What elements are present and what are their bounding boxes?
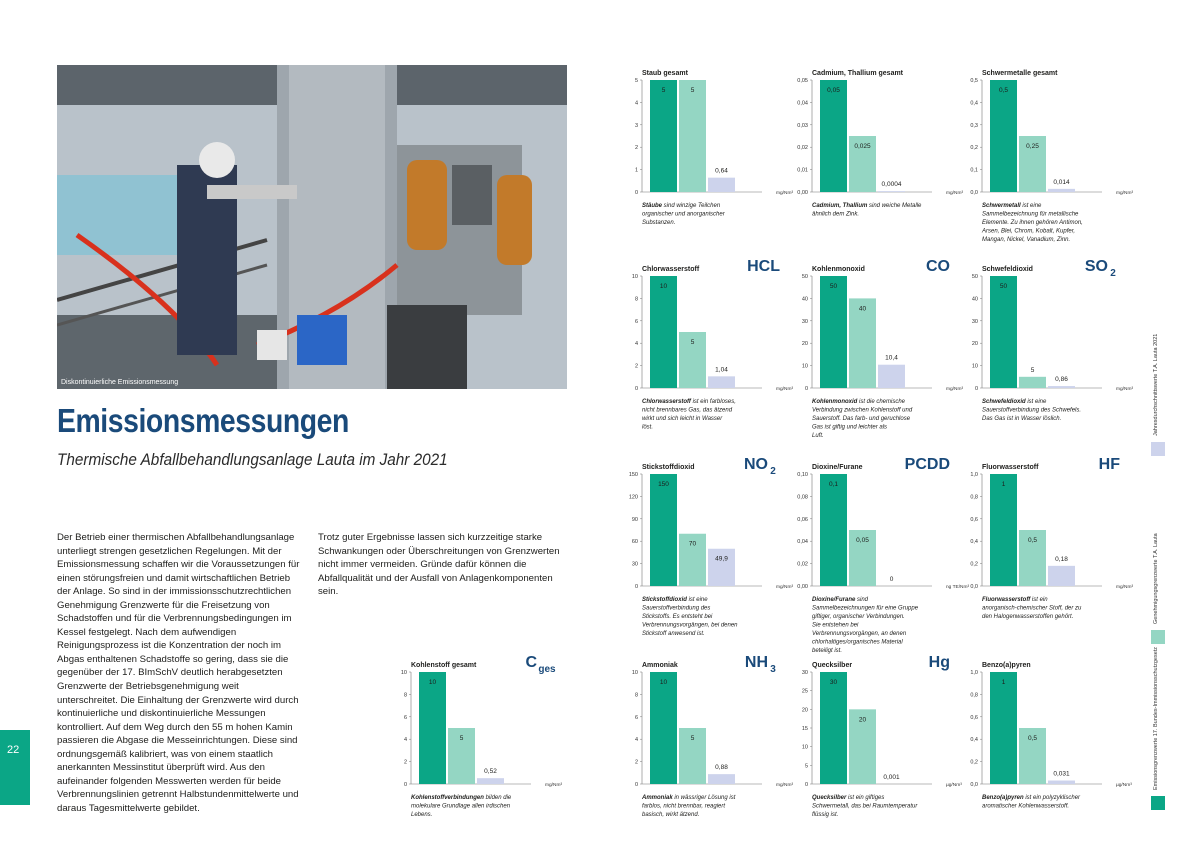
page-subtitle: Thermische Abfallbehandlungsanlage Lauta im Jahr 2021 xyxy=(57,450,448,470)
chart-description: aromatischer Kohlenwasserstoff. xyxy=(982,804,1069,810)
chart-formula: NO xyxy=(744,456,768,473)
data-label: 10 xyxy=(660,283,668,290)
legend-swatch xyxy=(1151,442,1165,456)
chart-description: Stickstoff anwesend ist. xyxy=(642,631,705,637)
unit-label: mg/Nm³ xyxy=(1116,584,1133,590)
y-tick-label: 30 xyxy=(972,319,978,325)
y-tick-label: 10 xyxy=(972,364,978,370)
bar xyxy=(820,672,847,784)
chart-description: farblos, nicht brennbar, reagiert xyxy=(642,804,725,810)
bar xyxy=(878,191,905,192)
chart-description: Arsen, Blei, Chrom, Kobalt, Kupfer, xyxy=(981,229,1075,235)
y-tick-label: 1 xyxy=(635,168,638,174)
chart-svg xyxy=(802,66,972,251)
chart-description-text: bilden die xyxy=(486,795,512,801)
chart-svg xyxy=(802,460,972,645)
chart-description-text: ist eine xyxy=(1022,203,1042,209)
y-tick-label: 0 xyxy=(635,190,638,196)
chart-formula-subscript: 3 xyxy=(770,664,776,675)
chart-formula: CO xyxy=(926,258,950,275)
y-tick-label: 0 xyxy=(635,584,638,590)
data-label: 0,001 xyxy=(883,774,900,781)
y-tick-label: 20 xyxy=(802,707,808,713)
chart-formula: C xyxy=(525,654,537,671)
data-label: 0,05 xyxy=(856,537,869,544)
chart-title: Staub gesamt xyxy=(642,70,689,77)
body-text-column-1: Der Betrieb einer thermischen Abfallbehandlungsanlage unterliegt strengen gesetzlichen Regelungen. Mit der Emissionsmessung schaffen wir die Voraussetzungen für einen störungsfreien und damit wirtschaftlichen Betrieb der Anlage. So sind in der immissionsschutzrechtlichen Genehmigung Grenzwerte für die Freisetzung von Schadstoffen und für die Verbrennungsbedingungen im Kessel festgelegt. Nach dem aufwendigen Reinigungsprozess ist die Konzentration der noch im Abgas enthaltenen Schadstoffe so gering, dass sie die gegenüber der 17. BImSchV deutlich herabgesetzten Grenzwerte der Betriebsgenehmigung weit unterschreitet. Die Einhaltung der Grenzwerte wird durch kontinuierliche und diskontinuierliche Messungen kontrolliert. Auf dem Weg durch den 55 m hohen Kamin passieren die Abgase die Messeinrichtungen. Diese sind ordnungsgemäß kalibriert, was von einem staatlich anerkannten Messinstitut überprüft wird. Aus den aufeinander folgenden Messwerten werden für beide Verbrennungslinien getrennt Halbstundenmittelwerte und daraus Tagesmittelwerte gebildet. xyxy=(57,531,301,815)
y-tick-label: 4 xyxy=(404,737,407,743)
unit-label: ng TE/Nm³ xyxy=(946,584,970,590)
chart-description: Gas ist giftig und leichter als xyxy=(812,425,887,431)
legend-label: Jahresdurchschnittswerte T.A. Lauta 2021 xyxy=(1153,334,1159,436)
y-tick-label: 90 xyxy=(632,517,638,523)
y-tick-label: 0,0 xyxy=(970,584,978,590)
y-tick-label: 4 xyxy=(635,737,638,743)
chart-svg xyxy=(632,460,802,645)
y-tick-label: 0,01 xyxy=(797,168,808,174)
chart-description xyxy=(642,597,708,603)
y-tick-label: 40 xyxy=(802,296,808,302)
data-label: 1 xyxy=(1002,679,1006,686)
chart-description xyxy=(642,399,736,405)
data-label: 0,5 xyxy=(1028,735,1037,742)
data-label: 5 xyxy=(460,735,464,742)
y-tick-label: 25 xyxy=(802,689,808,695)
chart-description-text: ist ein polyzyklischer xyxy=(1025,795,1081,801)
y-tick-label: 6 xyxy=(635,715,638,721)
chart-svg xyxy=(802,658,972,843)
chart-description: Schwermetall, das bei Raumtemperatur xyxy=(812,804,918,810)
chart-description: molekulare Grundlage allen irdischen xyxy=(411,804,511,810)
y-tick-label: 0,0 xyxy=(970,782,978,788)
unit-label: mg/Nm³ xyxy=(776,386,793,392)
unit-label: mg/Nm³ xyxy=(776,190,793,196)
unit-label: mg/Nm³ xyxy=(1116,386,1133,392)
chart-description: Luft. xyxy=(812,433,824,439)
bar xyxy=(820,80,847,192)
y-tick-label: 0,4 xyxy=(970,100,978,106)
chart-description: giftiger, organischer Verbindungen. xyxy=(812,614,905,620)
chart-description xyxy=(812,597,869,603)
y-tick-label: 0 xyxy=(404,782,407,788)
chart-description xyxy=(642,203,721,209)
chart-svg xyxy=(632,658,802,843)
data-label: 5 xyxy=(691,87,695,94)
y-tick-label: 0,3 xyxy=(970,123,978,129)
chart-description xyxy=(982,399,1047,405)
bar xyxy=(1019,377,1046,388)
data-label: 10 xyxy=(429,679,437,686)
unit-label: mg/Nm³ xyxy=(776,782,793,788)
chart-title: Dioxine/Furane xyxy=(812,464,863,471)
data-label: 10 xyxy=(660,679,668,686)
y-tick-label: 2 xyxy=(635,760,638,766)
legend-label: Genehmigungsgrenzwerte T.A. Lauta xyxy=(1153,533,1159,624)
y-tick-label: 8 xyxy=(404,692,407,698)
data-label: 0,5 xyxy=(999,87,1008,94)
y-tick-label: 0,03 xyxy=(797,123,808,129)
y-tick-label: 15 xyxy=(802,726,808,732)
y-tick-label: 4 xyxy=(635,100,638,106)
chart-description: nicht brennbares Gas, das ätzend xyxy=(642,408,733,414)
y-tick-label: 0 xyxy=(805,782,808,788)
y-tick-label: 0,02 xyxy=(797,562,808,568)
data-label: 0,88 xyxy=(715,764,728,771)
y-tick-label: 2 xyxy=(635,145,638,151)
y-tick-label: 0,04 xyxy=(797,100,808,106)
chart-description: chlorhaltiges/organisches Material xyxy=(812,640,903,646)
y-tick-label: 8 xyxy=(635,296,638,302)
chart-description: Sauerstoffverbindung des Schwefels. xyxy=(982,408,1081,414)
bar xyxy=(650,276,677,388)
chart-staub-gesamt xyxy=(632,66,802,256)
y-tick-label: 0,08 xyxy=(797,494,808,500)
y-tick-label: 0 xyxy=(635,386,638,392)
chart-formula-subscript: 2 xyxy=(1110,268,1116,279)
bar xyxy=(708,549,735,586)
chart-description-term: Stäube xyxy=(642,203,664,209)
y-tick-label: 0 xyxy=(805,386,808,392)
y-tick-label: 0,10 xyxy=(797,472,808,478)
bar xyxy=(650,80,677,192)
photo-illustration xyxy=(57,65,567,389)
chart-quecksilber xyxy=(802,658,972,848)
legend-label: Emissionsgrenzwerte 17. Bundes-Immissionsschutzgesetz xyxy=(1153,647,1159,790)
bar xyxy=(1048,189,1075,192)
y-tick-label: 40 xyxy=(972,296,978,302)
data-label: 5 xyxy=(662,87,666,94)
emission-measurement-photo xyxy=(57,65,567,389)
y-tick-label: 10 xyxy=(632,274,638,280)
chart-ammoniak xyxy=(632,658,802,848)
chart-description: anorganisch-chemischer Stoff, der zu xyxy=(982,606,1082,612)
data-label: 150 xyxy=(658,481,669,488)
chart-description-text: ist die chemische xyxy=(859,399,906,405)
data-label: 1,04 xyxy=(715,366,728,373)
unit-label: µg/Nm³ xyxy=(1116,782,1132,788)
chart-fluorwasserstoff xyxy=(972,460,1142,650)
chart-description-term: Schwefeldioxid xyxy=(982,399,1027,405)
chart-schwermetalle xyxy=(972,66,1142,256)
chart-title: Ammoniak xyxy=(642,662,678,669)
y-tick-label: 50 xyxy=(802,274,808,280)
chart-stickstoffdioxid xyxy=(632,460,802,650)
chart-formula-subscript: 2 xyxy=(770,466,776,477)
data-label: 0,05 xyxy=(827,87,840,94)
chart-title: Cadmium, Thallium gesamt xyxy=(812,70,904,77)
chart-title: Quecksilber xyxy=(812,662,852,669)
chart-description-term: Stickstoffdioxid xyxy=(642,597,689,603)
y-tick-label: 0,5 xyxy=(970,78,978,84)
data-label: 0,52 xyxy=(484,768,497,775)
chart-description: Stickstoffs. Es entsteht bei xyxy=(642,614,713,620)
chart-svg xyxy=(802,262,972,447)
chart-cadmium-thallium xyxy=(802,66,972,256)
bar xyxy=(878,365,905,388)
bar xyxy=(679,80,706,192)
y-tick-label: 30 xyxy=(802,670,808,676)
data-label: 0,1 xyxy=(829,481,838,488)
chart-description: Elemente. Zu ihnen gehören Antimon, xyxy=(982,220,1083,226)
page-title: Emissionsmessungen xyxy=(57,402,349,440)
page-number: 22 xyxy=(7,744,19,756)
y-tick-label: 0,8 xyxy=(970,692,978,698)
chart-formula: HF xyxy=(1099,456,1121,473)
chart-title: Kohlenmonoxid xyxy=(812,266,865,273)
chart-description: Sauerstoff. Das farb- und geruchlose xyxy=(812,416,911,422)
chart-description: Sammelbezeichnungen für eine Gruppe xyxy=(812,606,919,612)
chart-description: Das Gas ist in Wasser löslich. xyxy=(982,416,1061,422)
chart-description xyxy=(982,597,1048,603)
bar xyxy=(1048,781,1075,784)
y-tick-label: 30 xyxy=(632,562,638,568)
side-legend xyxy=(1151,330,1165,810)
y-tick-label: 0,6 xyxy=(970,517,978,523)
chart-svg xyxy=(972,658,1142,843)
chart-description xyxy=(641,795,736,801)
y-tick-label: 0,02 xyxy=(797,145,808,151)
y-tick-label: 0,06 xyxy=(797,517,808,523)
y-tick-label: 0,8 xyxy=(970,494,978,500)
chart-description: Substanzen. xyxy=(642,220,675,226)
bar xyxy=(990,276,1017,388)
bar xyxy=(708,774,735,784)
chart-schwefeldioxid xyxy=(972,262,1142,452)
chart-description-term: Cadmium, Thallium xyxy=(812,203,869,209)
chart-description: Sie entstehen bei xyxy=(812,623,859,629)
chart-description-text: ist ein xyxy=(1032,597,1048,603)
chart-svg xyxy=(972,460,1142,645)
y-tick-label: 0 xyxy=(635,782,638,788)
y-tick-label: 10 xyxy=(802,745,808,751)
y-tick-label: 0,6 xyxy=(970,715,978,721)
chart-description: basisch, wirkt ätzend. xyxy=(642,812,699,818)
chart-description-text: sind xyxy=(857,597,869,603)
y-tick-label: 20 xyxy=(802,341,808,347)
data-label: 5 xyxy=(691,339,695,346)
chart-description xyxy=(812,795,884,801)
page-number-tab xyxy=(0,730,30,805)
bar xyxy=(990,474,1017,586)
chart-description-text: in wässriger Lösung ist xyxy=(674,795,735,801)
chart-description xyxy=(982,795,1081,801)
data-label: 0,5 xyxy=(1028,537,1037,544)
bar xyxy=(650,474,677,586)
chart-description-term: Benzo(a)pyren xyxy=(982,795,1025,801)
data-label: 0,025 xyxy=(854,143,871,150)
chart-description-term: Kohlenstoffverbindungen xyxy=(411,795,486,801)
bar xyxy=(990,672,1017,784)
chart-formula-subscript: ges xyxy=(538,664,556,675)
chart-description xyxy=(411,795,512,801)
data-label: 70 xyxy=(689,541,697,548)
data-label: 0,014 xyxy=(1053,179,1070,186)
y-tick-label: 0,1 xyxy=(970,168,978,174)
bar xyxy=(477,778,504,784)
photo-caption: Diskontinuierliche Emissionsmessung xyxy=(61,379,178,386)
chart-kohlenstoff-gesamt xyxy=(401,658,571,848)
bar xyxy=(419,672,446,784)
chart-description: Lebens. xyxy=(411,812,432,818)
y-tick-label: 50 xyxy=(972,274,978,280)
y-tick-label: 0,4 xyxy=(970,539,978,545)
bar xyxy=(708,376,735,388)
y-tick-label: 10 xyxy=(401,670,407,676)
chart-title: Stickstoffdioxid xyxy=(642,464,695,471)
unit-label: mg/Nm³ xyxy=(545,782,562,788)
data-label: 40 xyxy=(859,305,867,312)
chart-svg xyxy=(401,658,571,843)
chart-description-term: Chlorwasserstoff xyxy=(642,399,693,405)
bar xyxy=(990,80,1017,192)
y-tick-label: 0,00 xyxy=(797,190,808,196)
data-label: 0,86 xyxy=(1055,376,1068,383)
y-tick-label: 4 xyxy=(635,341,638,347)
chart-svg xyxy=(632,262,802,447)
bar xyxy=(820,474,847,586)
data-label: 0,18 xyxy=(1055,556,1068,563)
chart-description: beteiligt ist. xyxy=(812,648,842,654)
chart-kohlenmonoxid xyxy=(802,262,972,452)
y-tick-label: 8 xyxy=(635,692,638,698)
y-tick-label: 0,2 xyxy=(970,145,978,151)
chart-description: Sammelbezeichnung für metallische xyxy=(982,212,1079,218)
chart-svg xyxy=(972,66,1142,251)
chart-benzoapyren xyxy=(972,658,1142,848)
data-label: 5 xyxy=(691,735,695,742)
bar xyxy=(650,672,677,784)
chart-description: Verbrennungsvorgängen, bei denen xyxy=(642,623,738,629)
body-text-column-2: Trotz guter Ergebnisse lassen sich kurzzeitige starke Schwankungen oder Überschreitungen von Grenzwerten nicht immer vermeiden. Gründe dafür können die Abfallqualität und der Ausfall von Anlagenkomponenten sein. xyxy=(318,531,562,599)
y-tick-label: 2 xyxy=(635,364,638,370)
chart-description-term: Quecksilber xyxy=(812,795,848,801)
unit-label: mg/Nm³ xyxy=(776,584,793,590)
y-tick-label: 0,05 xyxy=(797,78,808,84)
y-tick-label: 2 xyxy=(404,760,407,766)
chart-description-text: ist eine xyxy=(689,597,709,603)
chart-description: organischer und anorganischer xyxy=(642,212,726,218)
y-tick-label: 120 xyxy=(629,494,638,500)
data-label: 1 xyxy=(1002,481,1006,488)
chart-title: Benzo(a)pyren xyxy=(982,662,1031,669)
chart-formula: HCL xyxy=(747,258,780,275)
chart-description: löst. xyxy=(642,425,653,431)
chart-svg xyxy=(972,262,1142,447)
data-label: 50 xyxy=(1000,283,1008,290)
y-tick-label: 6 xyxy=(635,319,638,325)
y-tick-label: 5 xyxy=(805,763,808,769)
data-label: 0,031 xyxy=(1053,771,1070,778)
y-tick-label: 10 xyxy=(632,670,638,676)
y-tick-label: 5 xyxy=(635,78,638,84)
chart-description: ähnlich dem Zink. xyxy=(812,212,859,218)
data-label: 0,25 xyxy=(1026,143,1039,150)
bar xyxy=(708,178,735,192)
chart-description xyxy=(982,203,1042,209)
chart-description: wirkt und sich leicht in Wasser xyxy=(642,416,723,422)
chart-description: Mangan, Nickel, Vanadium, Zinn. xyxy=(982,237,1070,243)
y-tick-label: 0,2 xyxy=(970,562,978,568)
bar xyxy=(820,276,847,388)
y-tick-label: 20 xyxy=(972,341,978,347)
chart-description: flüssig ist. xyxy=(812,812,838,818)
chart-description-text: ist eine xyxy=(1027,399,1047,405)
chart-formula: NH xyxy=(745,654,768,671)
chart-title: Schwermetalle gesamt xyxy=(982,70,1058,77)
data-label: 0,64 xyxy=(715,168,728,175)
chart-description-term: Schwermetall xyxy=(982,203,1022,209)
chart-description-text: ist ein farbloses, xyxy=(693,399,736,405)
chart-svg xyxy=(632,66,802,251)
y-tick-label: 0,00 xyxy=(797,584,808,590)
data-label: 10,4 xyxy=(885,355,898,362)
chart-description: den Halogenwasserstoffen gehört. xyxy=(982,614,1073,620)
y-tick-label: 30 xyxy=(802,319,808,325)
y-tick-label: 0,0 xyxy=(970,190,978,196)
chart-formula: SO xyxy=(1085,258,1108,275)
chart-description: Verbindung zwischen Kohlenstoff und xyxy=(812,408,913,414)
data-label: 5 xyxy=(1031,367,1035,374)
data-label: 30 xyxy=(830,679,838,686)
legend-swatch xyxy=(1151,630,1165,644)
y-tick-label: 0,4 xyxy=(970,737,978,743)
chart-title: Kohlenstoff gesamt xyxy=(411,662,477,669)
bar xyxy=(1048,386,1075,388)
chart-description xyxy=(812,203,922,209)
y-tick-label: 0,04 xyxy=(797,539,808,545)
chart-title: Schwefeldioxid xyxy=(982,266,1033,273)
legend-swatch xyxy=(1151,796,1165,810)
chart-description-term: Fluorwasserstoff xyxy=(982,597,1032,603)
chart-description-term: Dioxine/Furane xyxy=(812,597,857,603)
chart-description: Verbrennungsvorgängen, an denen xyxy=(812,631,907,637)
unit-label: µg/Nm³ xyxy=(946,782,962,788)
y-tick-label: 6 xyxy=(404,715,407,721)
chart-dioxine-furane xyxy=(802,460,972,650)
data-label: 0,0004 xyxy=(882,181,902,188)
chart-description-term: Kohlenmonoxid xyxy=(812,399,859,405)
chart-title: Fluorwasserstoff xyxy=(982,464,1039,471)
unit-label: mg/Nm³ xyxy=(946,386,963,392)
chart-description: Sauerstoffverbindung des xyxy=(642,606,710,612)
bar xyxy=(1048,566,1075,586)
chart-description-text: sind weiche Metalle xyxy=(869,203,922,209)
data-label: 20 xyxy=(859,716,867,723)
chart-title: Chlorwasserstoff xyxy=(642,266,700,273)
y-tick-label: 0,2 xyxy=(970,760,978,766)
chart-formula: Hg xyxy=(929,654,950,671)
y-tick-label: 1,0 xyxy=(970,670,978,676)
y-tick-label: 0 xyxy=(975,386,978,392)
y-tick-label: 1,0 xyxy=(970,472,978,478)
y-tick-label: 60 xyxy=(632,539,638,545)
y-tick-label: 150 xyxy=(629,472,638,478)
y-tick-label: 10 xyxy=(802,364,808,370)
chart-description-term: Ammoniak xyxy=(641,795,674,801)
y-tick-label: 3 xyxy=(635,123,638,129)
chart-description xyxy=(812,399,906,405)
chart-formula: PCDD xyxy=(905,456,950,473)
chart-chlorwasserstoff xyxy=(632,262,802,452)
data-label: 0 xyxy=(890,576,894,583)
chart-description-text: sind winzige Teilchen xyxy=(664,203,721,209)
unit-label: mg/Nm³ xyxy=(946,190,963,196)
unit-label: mg/Nm³ xyxy=(1116,190,1133,196)
data-label: 50 xyxy=(830,283,838,290)
chart-description-text: ist ein giftiges xyxy=(848,795,884,801)
data-label: 49,9 xyxy=(715,556,728,563)
